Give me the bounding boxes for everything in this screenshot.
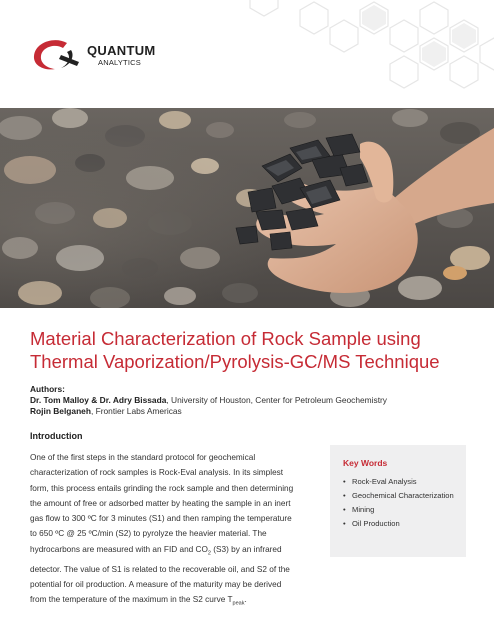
- author-line-1: [30, 395, 470, 406]
- intro-line: the amount of free or adsorbed matter by heating the sample in an inert: [30, 498, 291, 508]
- co2-subscript: 2: [207, 550, 211, 557]
- key-word-text: Rock-Eval Analysis: [352, 477, 417, 486]
- key-words-list: [343, 477, 454, 529]
- key-word-item: [343, 505, 454, 515]
- key-word-text: Geochemical Characterization: [352, 491, 454, 500]
- key-words-heading: Key Words: [343, 458, 388, 468]
- authors-label: Authors:: [30, 384, 65, 394]
- author-names-2: Rojin Belganeh: [30, 406, 91, 416]
- intro-line: form, this process entails grinding the rock sample and then determining: [30, 483, 294, 493]
- intro-line: potential for oil production. A measure of the maturity may be derived: [30, 580, 282, 590]
- author-line-2: [30, 406, 470, 417]
- key-word-text: Mining: [352, 505, 375, 514]
- bullet-icon: •: [343, 491, 346, 500]
- page-header: [0, 0, 494, 108]
- authors-block: [30, 384, 470, 417]
- key-word-text: Oil Production: [352, 519, 400, 528]
- intro-line: characterization of rock samples is Rock-Eval analysis. In its simplest: [30, 468, 284, 478]
- intro-line: [30, 592, 308, 612]
- key-word-item: [343, 477, 454, 487]
- title-line-1: Material Characterization of Rock Sample using: [30, 328, 421, 349]
- key-word-item: [343, 491, 454, 501]
- introduction-body: [30, 450, 308, 612]
- title-line-2: Thermal Vaporization/Pyrolysis-GC/MS Technique: [30, 351, 440, 372]
- brand-name: QUANTUM: [87, 42, 156, 58]
- quantum-logo-mark-icon: [31, 38, 83, 72]
- tpeak-subscript: peak: [232, 600, 245, 607]
- intro-line: [30, 542, 308, 562]
- bullet-icon: •: [343, 519, 346, 528]
- hand-holding-shale-icon: [0, 108, 494, 308]
- company-logo: [31, 38, 156, 72]
- intro-line: detector. The value of S1 is related to the recoverable oil, and S2 of the: [30, 564, 290, 574]
- intro-line-text: hydrocarbons are measured with an FID and CO: [30, 544, 208, 554]
- key-words-box: [330, 445, 466, 557]
- intro-line: One of the first steps in the standard protocol for geochemical: [30, 453, 256, 462]
- intro-line: gas flow to 300 ºC for 3 minutes (S1) and then ramping the temperature: [30, 514, 292, 524]
- author-affiliation-2: , Frontier Labs Americas: [90, 406, 182, 416]
- hero-photo: [0, 108, 494, 308]
- author-affiliation-1: , University of Houston, Center for Petroleum Geochemistry: [166, 395, 387, 405]
- intro-line: to 650 ºC @ 25 ºC/min (S2) to pyrolyze the heavier material. The: [30, 529, 267, 539]
- bullet-icon: •: [343, 477, 346, 486]
- document-title: [30, 327, 470, 373]
- intro-line-text: (S3) by an infrared: [210, 544, 282, 554]
- intro-line-text: from the temperature of the maximum in the S2 curve T: [30, 595, 233, 605]
- bullet-icon: •: [343, 505, 346, 514]
- author-names-1: Dr. Tom Malloy & Dr. Adry Bissada: [30, 395, 167, 405]
- intro-line-text: .: [244, 595, 247, 605]
- brand-subname: ANALYTICS: [98, 57, 141, 67]
- key-word-item: [343, 519, 454, 529]
- introduction-heading: Introduction: [30, 431, 83, 441]
